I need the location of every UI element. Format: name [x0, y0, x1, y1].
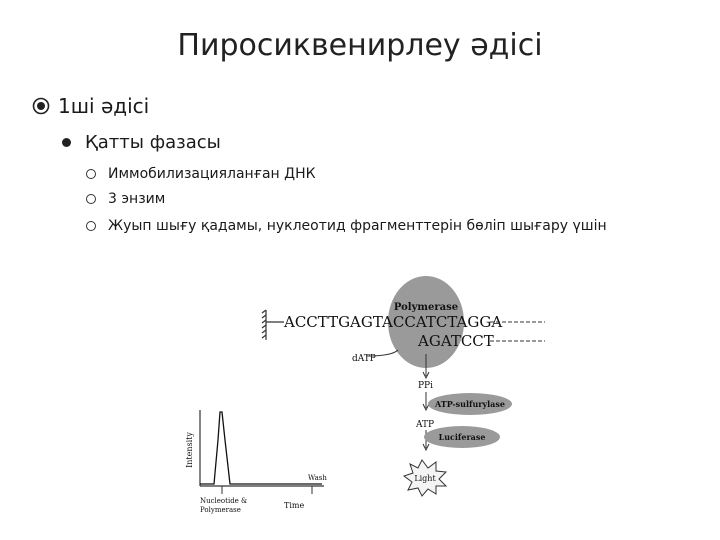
atp-sulfurylase-label: ATP-sulfurylase	[435, 399, 505, 409]
time-label: Time	[284, 501, 305, 510]
atp-label: ATP	[416, 420, 435, 430]
level3-text: 3 энзим	[108, 191, 166, 207]
level3-text: Иммобилизацияланған ДНК	[108, 166, 316, 182]
datp-label: dATP	[352, 354, 376, 364]
light-label: Light	[414, 474, 436, 483]
intensity-graph	[200, 410, 324, 494]
level3-text: Жуып шығу қадамы, нуклеотид фрагменттерін бөліп шығару үшін	[108, 218, 607, 234]
intensity-label: Intensity	[185, 432, 194, 468]
nucleotide-label: Nucleotide &	[200, 497, 248, 505]
ppi-label: PPi	[418, 381, 433, 391]
bottom-strand: AGATCCT	[418, 332, 494, 350]
luciferase-label: Luciferase	[438, 432, 486, 442]
slide-title: Пиросиквенирлеу әдісі	[177, 28, 543, 63]
top-strand: ACCTTGAGTACCATCTAGGA	[284, 313, 503, 331]
wash-label: Wash	[308, 474, 327, 482]
immobilized-anchor	[262, 310, 284, 340]
polymerase-axis-label: Polymerase	[200, 506, 241, 514]
level1-text: 1ші әдісі	[58, 94, 150, 118]
level2-text: Қатты фазасы	[85, 132, 221, 153]
polymerase-label: Polymerase	[393, 302, 459, 313]
